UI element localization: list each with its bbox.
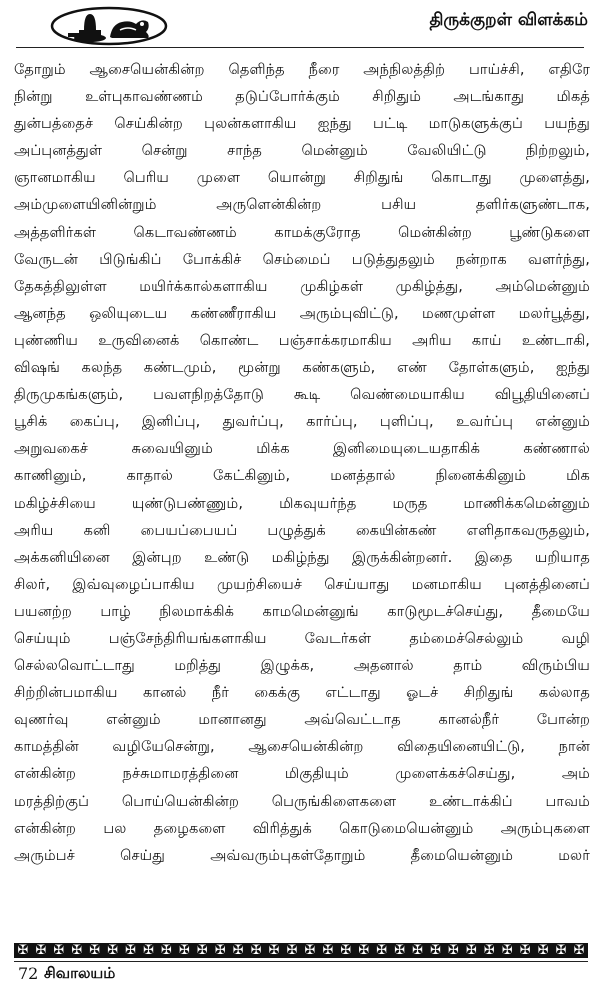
text-line: அத்தளிர்கள் கெடாவண்ணம் காமக்குரோத மென்கின்ற பூண்டுகளை xyxy=(14,223,590,241)
text-line: பூசிக் கைப்பு, இனிப்பு, துவர்ப்பு, கார்ப்பு, புளிப்பு, உவர்ப்பு என்னும் xyxy=(14,413,590,431)
text-line: ஞானமாகிய பெரிய முளை யொன்று சிறிதுங் கொடாது முளைத்து, xyxy=(14,169,590,187)
ornamental-cross-border-icon: ✠ ✠ ✠ ✠ ✠ ✠ ✠ ✠ ✠ ✠ ✠ ✠ ✠ ✠ ✠ ✠ ✠ ✠ ✠ ✠ ✠ ✠ ✠ ✠ ✠ ✠ ✠ ✠ ✠ ✠ ✠ ✠ xyxy=(14,943,588,958)
text-line: வேருடன் பிடுங்கிப் போக்கிச் செம்மைப் படுத்துதலும் நன்றாக வளர்ந்து, xyxy=(14,250,590,268)
footer-rule xyxy=(14,961,588,962)
footer-title: சிவாலயம் xyxy=(44,964,116,982)
text-line: காமத்தின் வழியேசென்று, ஆசையென்கின்ற விதையினையிட்டு, நான் xyxy=(14,738,590,756)
text-line: துன்பத்தைச் செய்கின்ற புலன்களாகிய ஐந்து பட்டி மாடுகளுக்குப் பயந்து xyxy=(14,115,590,133)
text-line: மரத்திற்குப் பொய்யென்கின்ற பெருங்கிளைகளை உண்டாக்கிப் பாவம் xyxy=(14,792,590,810)
text-line: காணினும், காதால் கேட்கினும், மனத்தால் நினைக்கினும் மிக xyxy=(14,467,590,485)
text-line: செல்லவொட்டாது மறித்து இழுக்க, அதனால் தாம் விரும்பிய xyxy=(14,657,590,675)
text-line: நின்று உள்புகாவண்ணம் தடுப்போர்க்கும் சிறிதும் அடங்காது மிகத் xyxy=(14,88,590,106)
text-line: திருமுகங்களும், பவளநிறத்தோடு கூடி வெண்மையாகிய விபூதியினைப் xyxy=(14,386,590,404)
text-line: என்கின்ற நச்சுமாமரத்தினை மிகுதியும் முளைக்கச்செய்து, அம் xyxy=(14,765,590,783)
text-line: விஷங் கலந்த கண்டமும், மூன்று கண்களும், எண் தோள்களும், ஐந்து xyxy=(14,359,590,377)
text-line: வுணர்வு என்னும் மானானது அவ்வெட்டாத கானல்நீர் போன்ற xyxy=(14,711,590,729)
shiva-linga-with-nandi-icon xyxy=(50,6,168,46)
page-header xyxy=(0,0,600,50)
text-line: அப்புனத்துள் சென்று சாந்த மென்னும் வேலியிட்டு நிற்றலும், xyxy=(14,142,590,160)
text-line: சிலர், இவ்வுழைப்பாகிய முயற்சியைச் செய்யாது மனமாகிய புனத்தினைப் xyxy=(14,575,590,593)
page-number: 72 xyxy=(18,964,39,983)
header-rule xyxy=(16,47,584,48)
text-line: பயனற்ற பாழ் நிலமாக்கிக் காமமென்னுங் காடுமூடச்செய்து, தீமையே xyxy=(14,602,590,620)
text-line: ஆனந்த ஒலியுடைய கண்ணீராகிய அரும்புவிட்டு, மணமுள்ள மலர்பூத்து, xyxy=(14,304,590,322)
text-line: அரிய கனி பையப்பையப் பழுத்துக் கையின்கண் எளிதாகவருதலும், xyxy=(14,521,590,539)
text-line: அரும்பச் செய்து அவ்வரும்புகள்தோறும் தீமையென்னும் மலர் xyxy=(14,846,590,864)
text-line: செய்யும் பஞ்சேந்திரியங்களாகிய வேடர்கள் தம்மைச்செல்லும் வழி xyxy=(14,629,590,647)
text-line: தேகத்திலுள்ள மயிர்க்கால்களாகிய முகிழ்கள் முகிழ்த்து, அம்மென்னும் xyxy=(14,277,590,295)
running-header-title: திருக்குறள் விளக்கம் xyxy=(429,10,588,30)
text-line: அக்கனியினை இன்புற உண்டு மகிழ்ந்து இருக்கின்றனர். இதை யறியாத xyxy=(14,548,590,566)
page-body xyxy=(14,56,590,869)
text-line: அம்முளையினின்றும் அருளென்கின்ற பசிய தளிர்களுண்டாக, xyxy=(14,196,590,214)
text-line: அறுவகைச் சுவையினும் மிக்க இனிமையுடையதாகிக் கண்ணால் xyxy=(14,440,590,458)
text-line: தோறும் ஆசையென்கின்ற தெளிந்த நீரை அந்நிலத்திற் பாய்ச்சி, எதிரே xyxy=(14,61,590,78)
text-line: சிற்றின்பமாகிய கானல் நீர் கைக்கு எட்டாது ஓடச் சிறிதுங் கல்லாத xyxy=(14,684,590,702)
text-line: என்கின்ற பல தழைகளை விரித்துக் கொடுமையென்னும் அரும்புகளை xyxy=(14,819,590,837)
text-line: மகிழ்ச்சியை யுண்டுபண்ணும், மிகவுயர்ந்த மருத மாணிக்கமென்னும் xyxy=(14,494,590,512)
text-line: புண்ணிய உருவினைக் கொண்ட பஞ்சாக்கரமாகிய அரிய காய் உண்டாகி, xyxy=(14,331,590,349)
